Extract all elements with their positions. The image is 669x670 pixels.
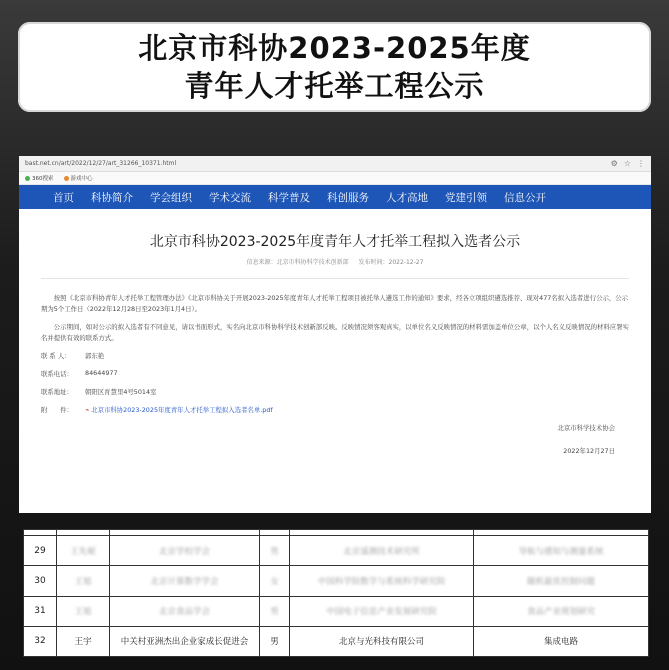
headline-line-1: 北京市科协2023-2025年度 bbox=[138, 31, 531, 65]
translate-icon[interactable]: ⚙ bbox=[610, 159, 618, 168]
cell-name: 王宇 bbox=[57, 626, 110, 656]
cell-society: 北京食品学会 bbox=[110, 596, 260, 626]
signature-org: 北京市科学技术协会 bbox=[557, 424, 615, 432]
nav-item-about[interactable]: 科协简介 bbox=[91, 191, 133, 204]
attachment-field: 附 件： ⌁ 北京市科协2023-2025年度青年人才托举工程拟入选者名单.pdf bbox=[41, 406, 273, 414]
signature-date: 2022年12月27日 bbox=[563, 447, 615, 455]
divider bbox=[41, 278, 629, 279]
nav-item-disclosure[interactable]: 信息公开 bbox=[504, 191, 546, 204]
url-text[interactable]: bast.net.cn/art/2022/12/27/art_31266_10371.html bbox=[25, 160, 177, 167]
cell-no: 30 bbox=[24, 566, 57, 596]
cell-name: 王旭 bbox=[57, 566, 110, 596]
cell-no: 32 bbox=[24, 626, 57, 656]
table-row bbox=[24, 536, 649, 566]
main-nav bbox=[19, 185, 651, 209]
cell-society: 中关村亚洲杰出企业家成长促进会 bbox=[110, 626, 260, 656]
star-icon[interactable]: ☆ bbox=[623, 159, 631, 168]
cell-gender: 女 bbox=[260, 566, 290, 596]
phone-field: 联系电话： 84644977 bbox=[41, 369, 118, 378]
cell-field: 导航与感知与测量系统 bbox=[474, 536, 649, 566]
bookmark-item[interactable]: 360搜索 bbox=[25, 174, 54, 182]
bookmark-item[interactable]: 游戏中心 bbox=[64, 174, 93, 182]
bookmarks-bar bbox=[19, 172, 651, 185]
cell-org: 北京遥测技术研究所 bbox=[290, 536, 474, 566]
menu-icon[interactable]: ⋮ bbox=[637, 159, 645, 168]
cell-org: 北京与光科技有限公司 bbox=[290, 626, 474, 656]
cell-gender: 男 bbox=[260, 536, 290, 566]
browser-tools bbox=[611, 159, 645, 168]
address-field: 联系地址： 朝阳区育慧里4号5014室 bbox=[41, 388, 157, 396]
nav-item-talent[interactable]: 人才高地 bbox=[386, 191, 428, 204]
game-bookmark-icon bbox=[64, 176, 69, 181]
address-bar[interactable] bbox=[19, 156, 651, 172]
cell-gender: 男 bbox=[260, 596, 290, 626]
nav-item-academic[interactable]: 学术交流 bbox=[209, 191, 251, 204]
table-row bbox=[24, 596, 649, 626]
article-paragraph-2: 公示期间，如对公示的拟入选者有不同意见，请以书面形式，实名向北京市科协科学技术创新部反映。反映情况须客观真实，以单位名义反映情况的材料需加盖单位公章，以个人名义反映情况的材料应署实名并提供有效的联系方式。 bbox=[41, 323, 629, 342]
article-date: 发布时间：2022-12-27 bbox=[358, 259, 424, 266]
cell-society: 北京学校学会 bbox=[110, 536, 260, 566]
attachment-link[interactable]: ⌁ 北京市科协2023-2025年度青年人才托举工程拟入选者名单.pdf bbox=[85, 406, 273, 414]
cell-no: 29 bbox=[24, 536, 57, 566]
nav-item-party[interactable]: 党建引领 bbox=[445, 191, 487, 204]
table-row bbox=[24, 566, 649, 596]
cell-org: 中国科学院数学与系统科学研究院 bbox=[290, 566, 474, 596]
webpage-screenshot bbox=[19, 156, 651, 513]
contact-field: 联 系 人： 郭东艳 bbox=[41, 352, 105, 360]
cell-field: 随机最优控制问题 bbox=[474, 566, 649, 596]
cell-no: 31 bbox=[24, 596, 57, 626]
table-row bbox=[24, 626, 649, 656]
pdf-icon: ⌁ bbox=[85, 406, 90, 414]
nav-item-innovation[interactable]: 科创服务 bbox=[327, 191, 369, 204]
cell-name: 王先妮 bbox=[57, 536, 110, 566]
search-bookmark-icon bbox=[25, 176, 30, 181]
headline-line-2: 青年人才托举工程公示 bbox=[184, 69, 485, 103]
headline-card bbox=[18, 22, 651, 112]
article bbox=[19, 231, 651, 455]
nav-item-societies[interactable]: 学会组织 bbox=[150, 191, 192, 204]
article-paragraph-1: 按照《北京市科协青年人才托举工程管理办法》《北京市科协关于开展2023-2025年度青年人才托举工程项目被托举人遴选工作的通知》要求，经各立项组织遴选推荐、现对477名拟入选者进行公示，公示期为5个工作日（2022年12月28日至2023年1月4日）。 bbox=[41, 294, 629, 313]
cell-society: 北京计算数学学会 bbox=[110, 566, 260, 596]
cell-org: 中国电子信息产业发展研究院 bbox=[290, 596, 474, 626]
cell-field: 食品产业规划研究 bbox=[474, 596, 649, 626]
article-title: 北京市科协2023-2025年度青年人才托举工程拟入选者公示 bbox=[149, 234, 521, 250]
nav-item-popularization[interactable]: 科学普及 bbox=[268, 191, 310, 204]
cell-gender: 男 bbox=[260, 626, 290, 656]
cell-field: 集成电路 bbox=[474, 626, 649, 656]
nav-item-home[interactable]: 首页 bbox=[53, 191, 74, 204]
candidate-table bbox=[23, 529, 648, 657]
article-meta bbox=[41, 257, 629, 266]
cell-name: 王旭 bbox=[57, 596, 110, 626]
article-source: 信息来源：北京市科协科学技术创新部 bbox=[246, 259, 349, 266]
